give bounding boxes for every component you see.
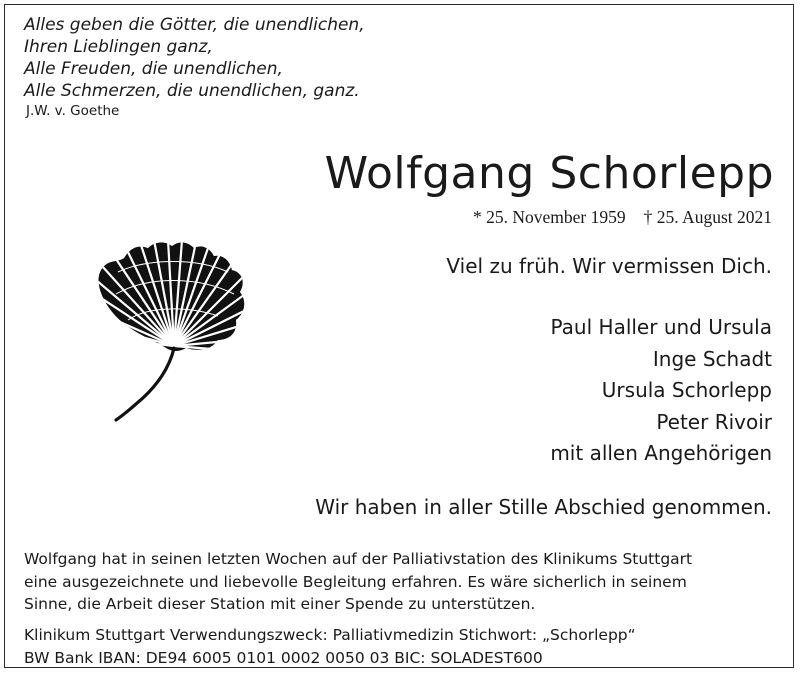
poem-line: Alles geben die Götter, die unendlichen, <box>24 15 365 35</box>
ginkgo-leaf-icon <box>88 236 273 436</box>
note-line: Wolfgang hat in seinen letzten Wochen auf der Palliativstation des Klinikums Stuttgart <box>24 550 693 568</box>
deceased-name: Wolfgang Schorlepp <box>324 148 774 199</box>
mourners-list <box>550 312 772 470</box>
farewell-text: Wir haben in aller Stille Abschied genommen. <box>315 495 772 519</box>
donation-note <box>24 548 784 616</box>
poem-author: J.W. v. Goethe <box>26 103 120 119</box>
death-date: † 25. August 2021 <box>643 207 772 227</box>
bank-account: BW Bank IBAN: DE94 6005 0101 0002 0050 03 BIC: SOLADEST600 <box>24 648 543 667</box>
donation-purpose: Klinikum Stuttgart Verwendungszweck: Palliativmedizin Stichwort: „Schorlepp“ <box>24 626 636 644</box>
mourner-name: mit allen Angehörigen <box>550 441 772 465</box>
note-line: Sinne, die Arbeit dieser Station mit einer Spende zu unterstützen. <box>24 595 536 613</box>
note-line: eine ausgezeichnete und liebevolle Begleitung erfahren. Es wäre sicherlich in seinem <box>24 572 687 591</box>
birth-date: * 25. November 1959 <box>473 207 626 227</box>
memorial-message: Viel zu früh. Wir vermissen Dich. <box>446 254 772 278</box>
mourner-name: Peter Rivoir <box>656 409 772 434</box>
mourner-name: Inge Schadt <box>652 346 772 371</box>
poem-line: Ihren Lieblingen ganz, <box>24 37 213 57</box>
mourner-name: Ursula Schorlepp <box>601 378 772 402</box>
life-dates <box>473 207 772 228</box>
donation-details <box>24 624 636 669</box>
poem-line: Alle Schmerzen, die unendlichen, ganz. <box>24 81 360 101</box>
mourner-name: Paul Haller und Ursula <box>550 315 772 339</box>
poem-line: Alle Freuden, die unendlichen, <box>24 59 283 79</box>
poem-quote <box>24 14 365 120</box>
